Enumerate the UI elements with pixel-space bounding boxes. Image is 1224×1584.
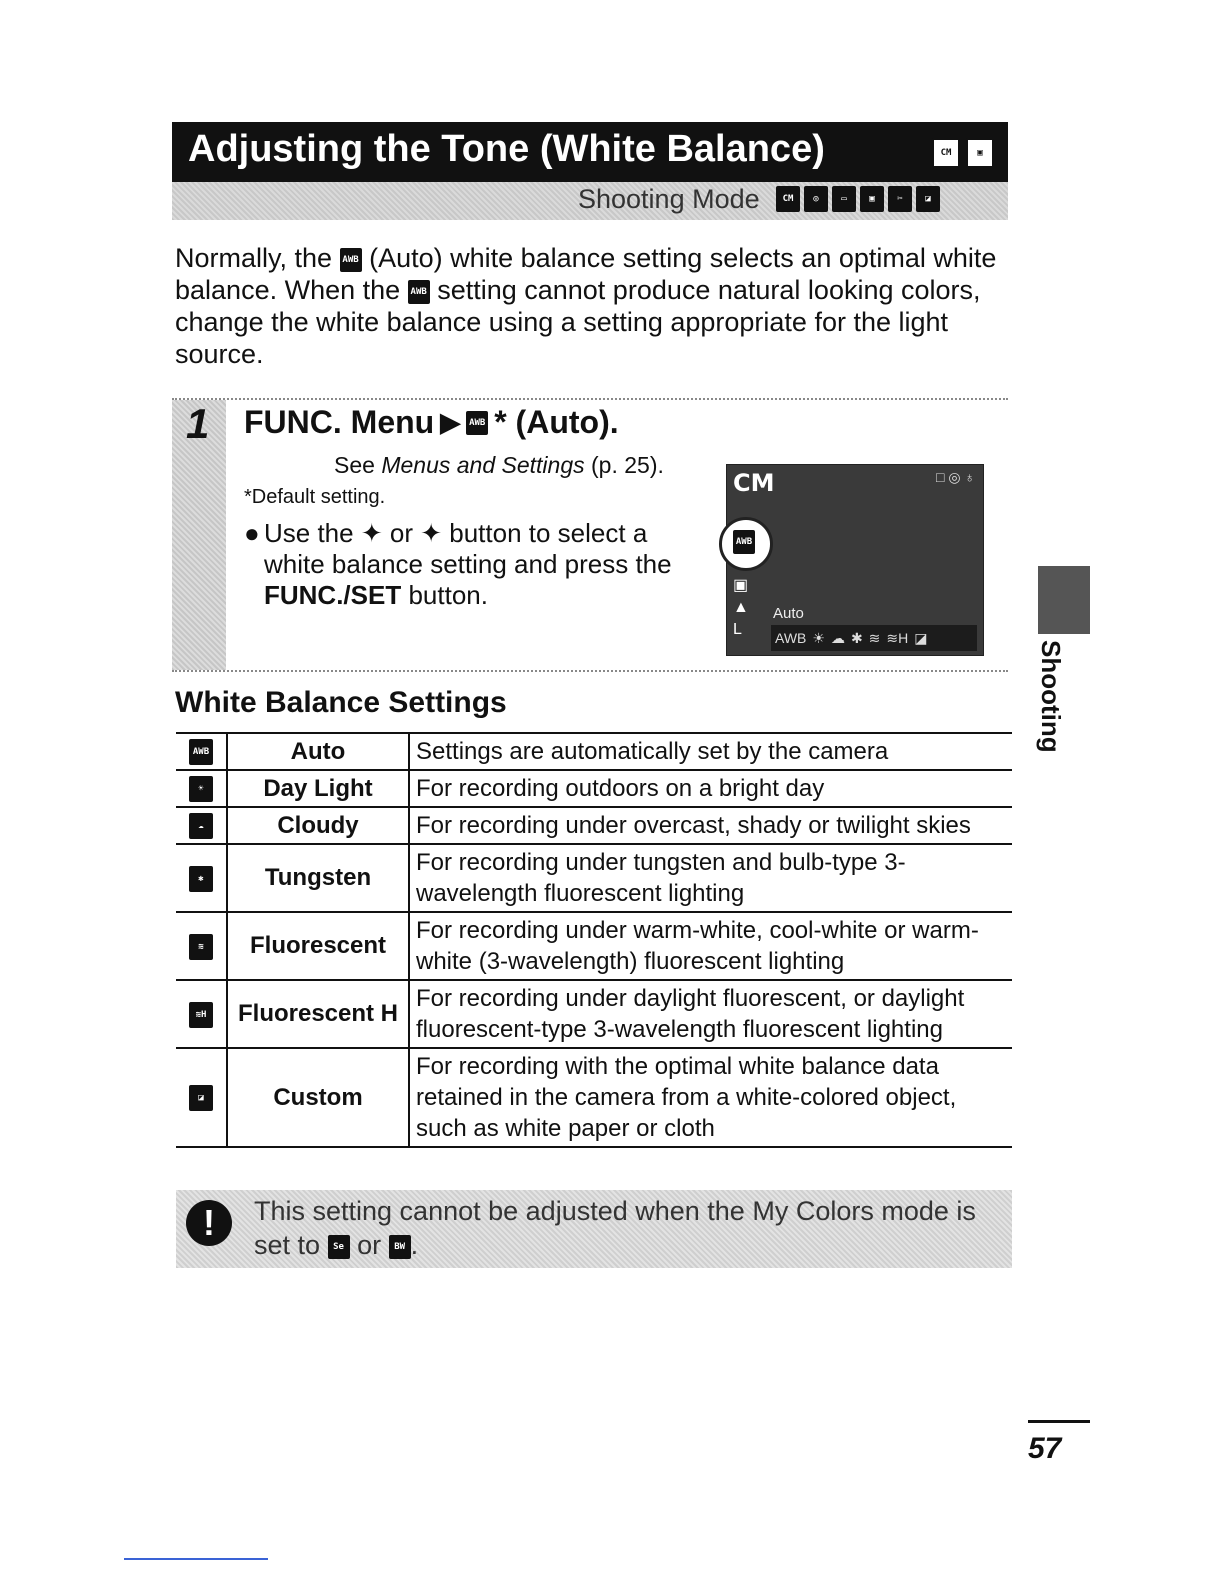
tungsten-icon: ✱ (189, 866, 213, 892)
table-row (176, 807, 1012, 844)
scan-edge-line (124, 1558, 268, 1560)
portrait-icon: ◎ (804, 186, 828, 212)
caution-icon: ! (186, 1200, 232, 1246)
section-tab-label: Shooting (1036, 640, 1066, 753)
table-row (176, 1048, 1012, 1147)
movie-icon: ▣ (860, 186, 884, 212)
camera-m-mode-icon: CM (932, 138, 960, 168)
awb-icon: AWB (189, 739, 213, 765)
awb-icon: AWB (340, 248, 362, 272)
arrow-right-icon: ▶ (440, 407, 461, 437)
step-reference: See Menus and Settings (p. 25). (334, 452, 664, 478)
cloudy-icon: ☁ (189, 813, 213, 839)
awb-icon: AWB (466, 411, 488, 435)
awb-icon: AWB (733, 530, 755, 554)
fluorescent-icon: ≋ (868, 629, 881, 646)
table-row (176, 912, 1012, 980)
setting-description: For recording with the optimal white balance data retained in the camera from a white-colored object, such as white paper or cloth (409, 1048, 1012, 1147)
cloudy-icon: ☁ (830, 629, 845, 646)
setting-description: For recording outdoors on a bright day (409, 770, 1012, 807)
step-number: 1 (186, 400, 210, 447)
awb-icon: AWB (408, 280, 430, 304)
table-row (176, 770, 1012, 807)
shooting-mode-icons (776, 186, 940, 212)
caution-note (176, 1190, 1012, 1268)
setting-description: For recording under warm-white, cool-white or warm-white (3-wavelength) fluorescent lighting (409, 912, 1012, 980)
setting-name: Day Light (227, 770, 409, 807)
lcd-setting-name: Auto (773, 605, 804, 622)
stitch-icon: ✂ (888, 186, 912, 212)
caution-text: This setting cannot be adjusted when the My Colors mode is set to Se or BW . (254, 1196, 976, 1260)
section-tab-marker (1038, 566, 1090, 634)
title-bar (172, 122, 1008, 182)
custom-wb-icon: ◪ (189, 1085, 213, 1111)
special-scene-icon: ◪ (916, 186, 940, 212)
landscape-icon: ▭ (832, 186, 856, 212)
daylight-icon: ☀ (189, 776, 213, 802)
bullet-icon: ● (244, 518, 260, 548)
page-title: Adjusting the Tone (White Balance) (188, 128, 825, 170)
white-balance-table (176, 732, 1012, 1148)
step-1-box (172, 398, 1008, 672)
setting-name: Fluorescent H (227, 980, 409, 1048)
setting-description: Settings are automatically set by the camera (409, 733, 1012, 770)
table-row (176, 733, 1012, 770)
left-arrow-icon: ✦ (360, 518, 383, 548)
setting-description: For recording under daylight fluorescent, or daylight fluorescent-type 3-wavelength fluorescent lighting (409, 980, 1012, 1048)
step-instruction: ● Use the ✦ or ✦ button to select a white balance setting and press the FUNC./SET button. (244, 518, 672, 610)
table-row (176, 844, 1012, 912)
step-sidebar (172, 400, 226, 670)
lcd-side-icons: ▣ ▲ L (733, 577, 749, 638)
shooting-mode-bar (172, 182, 1008, 220)
lcd-selected-awb (719, 517, 773, 571)
setting-description: For recording under overcast, shady or twilight skies (409, 807, 1012, 844)
fluorescent-h-icon: ≋H (886, 629, 909, 646)
lcd-status-icons: □ ◎ ♁ (936, 469, 975, 485)
section-heading: White Balance Settings (175, 686, 507, 719)
fluorescent-h-icon: ≋H (189, 1002, 213, 1028)
black-white-icon: BW (389, 1235, 411, 1259)
awb-icon: AWB (775, 630, 807, 646)
setting-name: Fluorescent (227, 912, 409, 980)
default-setting-note: *Default setting. (244, 486, 386, 508)
shooting-mode-label: Shooting Mode (578, 184, 760, 214)
setting-name: Tungsten (227, 844, 409, 912)
page-number: 57 (1028, 1432, 1062, 1465)
right-arrow-icon: ✦ (420, 518, 443, 548)
table-row (176, 980, 1012, 1048)
lcd-mode-indicator: CM (733, 469, 775, 497)
setting-name: Auto (227, 733, 409, 770)
intro-paragraph: Normally, the AWB (Auto) white balance setting selects an optimal white balance. When the AWB setting cannot produce natural looking colors, change the white balance using a setting appropriate for the light source. (175, 243, 997, 369)
setting-description: For recording under tungsten and bulb-type 3-wavelength fluorescent lighting (409, 844, 1012, 912)
tungsten-icon: ✱ (850, 629, 863, 646)
lcd-wb-options (771, 625, 977, 651)
step-title: FUNC. Menu ▶ AWB * (Auto). (244, 404, 619, 440)
fluorescent-icon: ≋ (189, 934, 213, 960)
sepia-icon: Se (328, 1235, 350, 1259)
daylight-icon: ☀ (812, 629, 825, 646)
movie-mode-icon: ▣ (966, 138, 994, 168)
setting-name: Cloudy (227, 807, 409, 844)
page-number-rule (1028, 1420, 1090, 1423)
title-mode-icons (932, 138, 994, 168)
custom-icon: ◪ (914, 629, 928, 646)
setting-name: Custom (227, 1048, 409, 1147)
camera-m-icon: CM (776, 186, 800, 212)
camera-lcd-screenshot (726, 464, 984, 656)
